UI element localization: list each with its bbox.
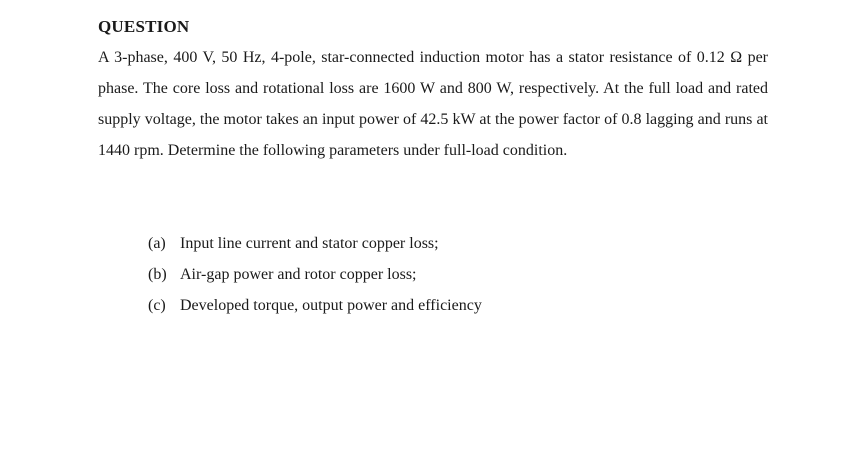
- question-heading: QUESTION: [98, 17, 190, 36]
- sub-question-text: Developed torque, output power and efficiency: [180, 297, 482, 314]
- sub-question-label: (a): [148, 235, 166, 252]
- sub-question-text: Air-gap power and rotor copper loss;: [180, 266, 417, 283]
- sub-questions-list: [148, 228, 482, 321]
- problem-statement: A 3-phase, 400 V, 50 Hz, 4-pole, star-connected induction motor has a stator resistance of 0.12 Ω per phase. The core loss and rotational loss are 1600 W and 800 W, respectively. At the full load and rated supply voltage, the motor takes an input power of 42.5 kW at the power factor of 0.8 lagging and runs at 1440 rpm. Determine the following parameters under full-load condition.: [98, 49, 768, 159]
- sub-question-b: [148, 259, 482, 290]
- sub-question-text: Input line current and stator copper loss;: [180, 235, 439, 252]
- sub-question-a: [148, 228, 482, 259]
- sub-question-label: (b): [148, 266, 167, 283]
- question-document: [98, 16, 768, 314]
- sub-question-c: [148, 290, 482, 321]
- sub-question-label: (c): [148, 297, 166, 314]
